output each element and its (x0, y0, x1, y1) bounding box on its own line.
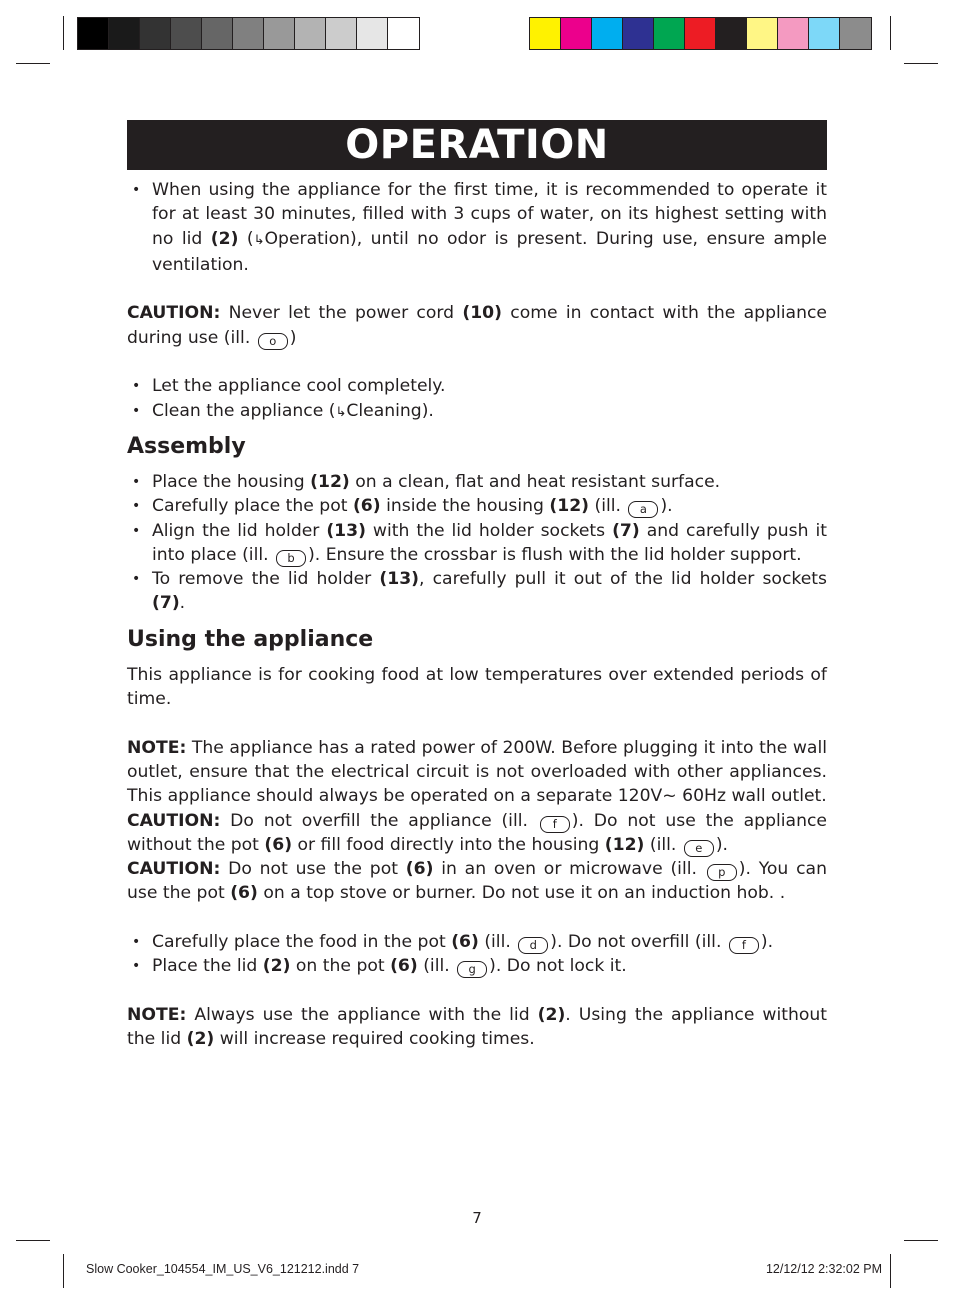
reference-arrow-icon: ↳ (253, 232, 265, 248)
caution-power-cord: CAUTION: Never let the power cord (10) come in contact with the appliance during use (ill. o ) (127, 303, 827, 348)
intro-list (127, 178, 827, 277)
illustration-ref-d: d (518, 937, 548, 954)
assembly-heading: Assembly (127, 433, 246, 459)
illustration-ref-b: b (276, 550, 306, 567)
reference-arrow-icon: ↳ (335, 404, 347, 420)
illustration-ref-g: g (457, 961, 487, 978)
gray-swatch (233, 18, 264, 49)
color-swatch (561, 18, 592, 49)
footer-timestamp: 12/12/12 2:32:02 PM (765, 1262, 882, 1276)
note-power: NOTE: The appliance has a rated power of 200W. Before plugging it into the wall outlet, ensure that the electrical circuit is not overloaded with other appliances. This appliance should always be operated on a separate 120V~ 60Hz wall outlet. (127, 737, 827, 807)
gray-swatch (78, 18, 109, 49)
crop-mark (890, 16, 891, 50)
illustration-ref-o: o (258, 333, 288, 350)
color-swatch (530, 18, 561, 49)
color-swatch (654, 18, 685, 49)
page-number: 7 (472, 1209, 482, 1227)
illustration-ref-f: f (540, 816, 570, 833)
illustration-ref-a: a (628, 501, 658, 518)
illustration-ref-e: e (684, 840, 714, 857)
illustration-ref-p: p (707, 864, 737, 881)
footer-filename: Slow Cooker_104554_IM_US_V6_121212.indd 7 (86, 1262, 360, 1276)
gray-swatch (357, 18, 388, 49)
gray-swatch (295, 18, 326, 49)
gray-swatch (264, 18, 295, 49)
color-swatch (716, 18, 747, 49)
gray-swatch (326, 18, 357, 49)
color-swatch (840, 18, 871, 49)
color-swatch (778, 18, 809, 49)
list-item: • Carefully place the food in the pot (6) (ill. d ). Do not overfill (ill. f ). (127, 930, 827, 954)
using-list (127, 930, 827, 979)
color-swatch (623, 18, 654, 49)
list-item: • Clean the appliance (↳Cleaning). (127, 399, 827, 425)
list-item: • To remove the lid holder (13), carefully pull it out of the lid holder sockets (7). (127, 567, 827, 616)
color-swatch (685, 18, 716, 49)
gray-swatch (109, 18, 140, 49)
caution-oven: CAUTION: Do not use the pot (6) in an oven or microwave (ill. p ). You can use the pot (6) on a top stove or burner. Do not use it on an induction hob. . (127, 859, 827, 904)
illustration-ref-f: f (729, 937, 759, 954)
list-item: • Place the lid (2) on the pot (6) (ill. g ). Do not lock it. (127, 954, 827, 978)
page-title: OPERATION (127, 120, 827, 170)
gray-swatch (388, 18, 419, 49)
list-item: • Carefully place the pot (6) inside the housing (12) (ill. a ). (127, 494, 827, 518)
grayscale-color-bar (77, 17, 420, 50)
crop-mark (63, 1254, 64, 1288)
list-item: • Place the housing (12) on a clean, flat and heat resistant surface. (127, 470, 827, 494)
crop-mark (16, 63, 50, 64)
cool-list (127, 374, 827, 425)
using-heading: Using the appliance (127, 626, 374, 652)
list-item: • Let the appliance cool completely. (127, 374, 827, 398)
color-swatch (809, 18, 840, 49)
crop-mark (16, 1240, 50, 1241)
note-lid: NOTE: Always use the appliance with the lid (2). Using the appliance without the lid (2) will increase required cooking times. (127, 1004, 827, 1050)
color-swatch (592, 18, 623, 49)
crop-mark (63, 16, 64, 50)
main-content (127, 178, 827, 1052)
assembly-list (127, 470, 827, 616)
crop-mark (890, 1254, 891, 1288)
gray-swatch (140, 18, 171, 49)
color-swatch (747, 18, 778, 49)
crop-mark (904, 1240, 938, 1241)
caution-overfill: CAUTION: Do not overfill the appliance (ill. f ). Do not use the appliance without the pot (6) or fill food directly into the housing (12) (ill. e ). (127, 810, 827, 855)
process-color-bar (529, 17, 872, 50)
gray-swatch (202, 18, 233, 49)
list-item: • Align the lid holder (13) with the lid holder sockets (7) and carefully push it into place (ill. b ). Ensure the crossbar is flush with the lid holder support. (127, 519, 827, 568)
using-intro: This appliance is for cooking food at low temperatures over extended periods of time. (127, 664, 827, 710)
crop-mark (904, 63, 938, 64)
gray-swatch (171, 18, 202, 49)
list-item: • When using the appliance for the first time, it is recommended to operate it for at least 30 minutes, filled with 3 cups of water, on its highest setting with no lid (2) (↳Operation), until no odor is present. During use, ensure ample ventilation. (127, 178, 827, 277)
